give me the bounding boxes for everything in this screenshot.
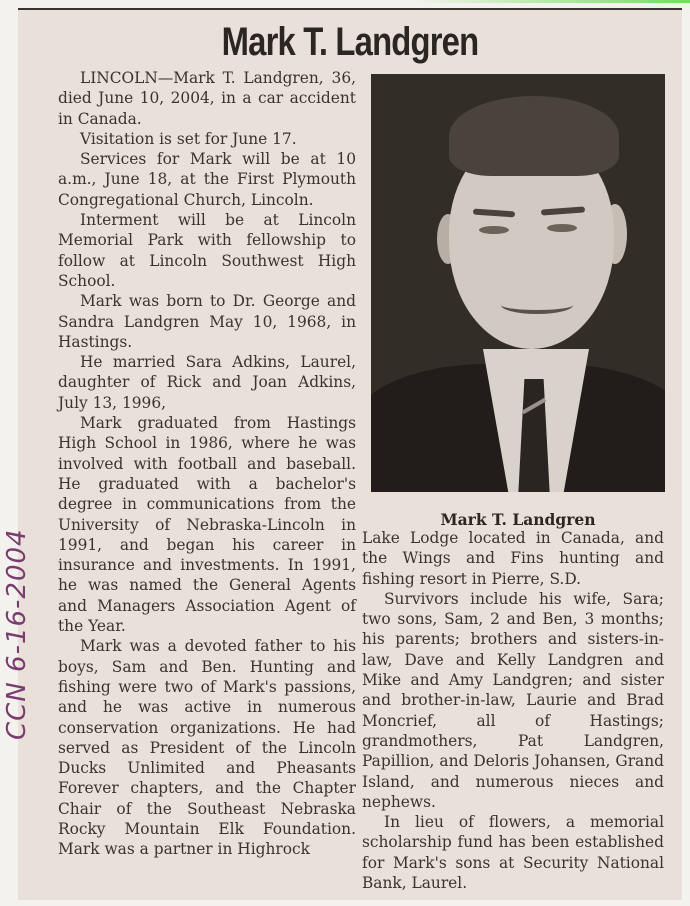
paragraph: Services for Mark will be at 10 a.m., June 18, at the First Plymouth Congregational Church, Lincoln. bbox=[58, 150, 356, 209]
paragraph: Survivors include his wife, Sara; two sons, Sam, 2 and Ben, 3 months; his parents; brothers and sisters-in-law, Dave and Kelly Landgren and Mike and Amy Landgren; and sister and brother-in-law, Laurie and Brad Moncrief, all of Hastings; grandmothers, Pat Landgren, Papillion, and Deloris Johansen, Grand Island, and numerous nieces and nephews. bbox=[362, 589, 664, 811]
obituary-headline: Mark T. Landgren bbox=[221, 20, 479, 64]
paragraph: Lake Lodge located in Canada, and the Wings and Fins hunting and fishing resort in Pierre, S.D. bbox=[362, 529, 664, 588]
right-column bbox=[362, 528, 664, 893]
paragraph: Interment will be at Lincoln Memorial Park with fellowship to follow at Lincoln Southwest High School. bbox=[58, 211, 356, 290]
paragraph: Visitation is set for June 17. bbox=[80, 129, 297, 148]
handwritten-date-note: CCN 6-16-2004 bbox=[2, 528, 32, 740]
left-column bbox=[58, 68, 356, 860]
paragraph: Mark was a devoted father to his boys, Sam and Ben. Hunting and fishing were two of Mark's passions, and he was active in numerous conservation organizations. He had served as President of the Lincoln Ducks Unlimited and Pheasants Forever chapters, and the Chapter Chair of the Southeast Nebraska Rocky Mountain Elk Foundation. Mark was a partner in Highrock bbox=[58, 637, 356, 859]
paragraph: In lieu of flowers, a memorial scholarship fund has been established for Mark's sons at Security National Bank, Laurel. bbox=[362, 813, 664, 893]
paragraph: LINCOLN—Mark T. Landgren, 36, died June 10, 2004, in a car accident in Canada. bbox=[58, 69, 356, 128]
scan-edge bbox=[0, 0, 690, 3]
photo-caption: Mark T. Landgren bbox=[440, 510, 596, 529]
paragraph: Mark graduated from Hastings High School in 1986, where he was involved with football and baseball. He graduated with a bachelor's degree in communications from the University of Nebraska-Lincoln in 1991, and began his career in insurance and investments. In 1991, he was named the General Agents and Managers Association Agent of the Year. bbox=[58, 414, 356, 636]
newspaper-clipping bbox=[18, 8, 682, 900]
paragraph: He married Sara Adkins, Laurel, daughter of Rick and Joan Adkins, July 13, 1996, bbox=[58, 353, 356, 412]
paragraph: Mark was born to Dr. George and Sandra Landgren May 10, 1968, in Hastings. bbox=[58, 292, 356, 351]
portrait-photo bbox=[371, 74, 665, 492]
